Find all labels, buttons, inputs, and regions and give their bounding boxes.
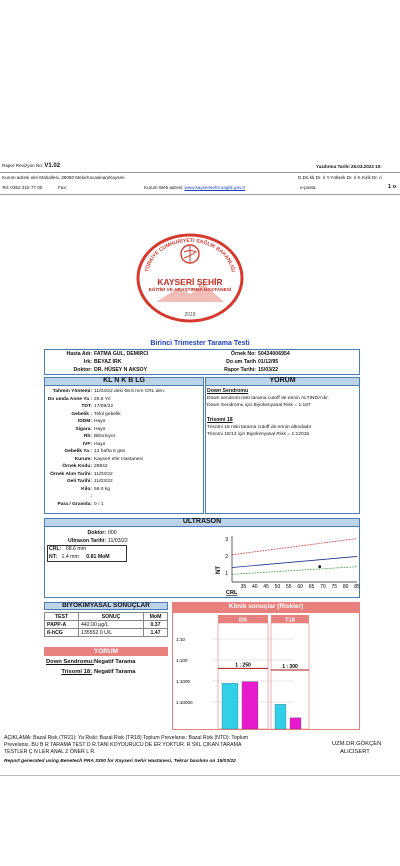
clinical-label: Kilo:: [81, 486, 92, 492]
clinical-row: [46, 426, 106, 432]
us-date-row: [46, 538, 128, 544]
clinical-label: Kurum:: [74, 456, 92, 462]
header-rule-1: [0, 172, 400, 173]
clinical-label: Rh:: [83, 434, 92, 439]
patient-race-row: [46, 359, 121, 365]
sample-no-value: 50434006954: [258, 351, 290, 357]
signature-line-2: ALICISERT: [340, 749, 370, 755]
us-date-value: 11/03/22: [108, 538, 128, 544]
logo-year: 2018: [184, 312, 196, 318]
footer-note-2: Prevelansı. BU B R TARAMA TEST D R.TANI KOYDURUCU DE ER YOKTUR. R SKL ÇIKAN TARAMA: [4, 742, 242, 748]
risk-bar: [222, 683, 238, 729]
yorum-t18-line1: Trisomi 18 riski tarama cutoff de erinin altındadır: [207, 425, 312, 430]
clinical-value: Tekil gebelik: [94, 411, 121, 417]
biochem-t18-label: Trisomi 18:: [61, 669, 92, 675]
email-label: e-posta:: [300, 185, 317, 190]
clinical-row: [46, 396, 111, 402]
biochem-result: 442.00 µg/L: [79, 621, 144, 629]
web-label: Kurum Web adresi:: [144, 185, 184, 190]
biochem-yorum-bar: YORUM: [44, 647, 168, 656]
clinical-row: [46, 441, 106, 447]
hospital-logo: [134, 232, 246, 332]
page-number: 1 o: [388, 184, 396, 190]
birth-row: [212, 359, 278, 365]
web-link[interactable]: www.kayserisehir.saglik.gov.tr: [184, 185, 246, 190]
x-tick-label: 60: [297, 584, 303, 590]
x-tick-label: 55: [286, 584, 292, 590]
y-axis-label: NT: [216, 566, 222, 574]
yorum-down-title: Down Sendromu: [207, 388, 249, 394]
logo-ring-text: TÜRKİYE CUMHURİYETİ SAĞLIK BAKANLIĞI: [144, 237, 236, 273]
clinical-label: Örnek Alım Tarihi:: [50, 471, 92, 477]
clinical-value: Hayır: [94, 419, 106, 424]
y-tick-label: 1:1000: [176, 678, 191, 684]
crl-value: 68.6 mm: [65, 546, 87, 552]
us-date-label: Ultrason Tarihi:: [68, 538, 106, 544]
clinical-row: [46, 478, 113, 484]
crl-label: CRL:: [49, 546, 62, 552]
footer-note-1: AÇIKLAMA: Bazal Risk (TR21): Ya Riski; Bazal Risk (TR18) Toplum Prevelansı; Bazal Risk (NTD): Toplum: [4, 735, 249, 741]
group-label: T18: [285, 617, 295, 624]
clinical-value: Bilinmiyor: [94, 434, 116, 439]
yorum-down-line1: Down sendrom riski tarama cutoff de erinin ALTINDA'dır.: [207, 396, 329, 401]
clinical-label: Do umda Anne Ya :: [47, 396, 92, 402]
clinical-label: :: [90, 494, 92, 499]
clinical-label: Gebelik Ya :: [64, 449, 92, 454]
clinical-value: 17/09/22: [94, 404, 114, 409]
biochem-result: 135552.0 U/L: [79, 629, 144, 637]
biochem-mom: 0.37: [144, 621, 168, 629]
risk-title-bar: Klinik sonuçlar (Riskler): [172, 602, 360, 612]
yorum-down-line2: Down Sendromu için Biyokimyasal Risk = 1:187: [207, 403, 311, 408]
logo-name-2: EĞİTİM VE ARAŞTIRMA HASTANESİ: [148, 288, 232, 293]
report-date-value: 15/03/22: [258, 367, 279, 373]
x-tick-label: 45: [263, 584, 269, 590]
x-tick-label: 85: [354, 584, 360, 590]
clinical-label: IVF:: [82, 441, 92, 447]
clinical-value: Hayır: [94, 441, 106, 447]
series-line: [232, 556, 357, 567]
y-tick-label: 1:10: [176, 636, 185, 642]
signature-line-1: UZM.DR.GÖKÇEN: [332, 741, 382, 747]
institution-ref: D.Dü kk Dr. ri Y.Yüksek Dr. ri K.Kirik Dr. ri: [298, 175, 382, 180]
y-tick-label: 2: [225, 554, 228, 561]
clinical-row: [46, 493, 94, 499]
clinical-row: [46, 433, 115, 439]
clinical-value: 28842: [94, 464, 108, 469]
sample-no-row: [212, 351, 290, 357]
patient-point: [318, 565, 321, 568]
x-tick-label: 70: [320, 584, 326, 590]
clinical-value: 0 / 1: [94, 501, 104, 507]
clinical-label: Geli Tarihi:: [66, 479, 92, 484]
clinical-label: IDDM:: [77, 419, 92, 424]
revision-value: V1.02: [44, 163, 61, 169]
web-row: [144, 185, 245, 191]
patient-name-row: [46, 351, 148, 357]
table-row: [45, 621, 168, 629]
nt-label: NT:: [49, 554, 58, 560]
top-white-band: [0, 0, 400, 150]
clinical-label: Tahmin Yöntemi:: [52, 389, 92, 394]
generated-line: Report generated using Benetech PRA 3300 for Kayseri Sehir Hastanesi, Tekrar basılımı on 15/03/22: [4, 759, 236, 764]
series-line: [232, 567, 357, 575]
risk-bar: [275, 704, 286, 729]
institution-address: Kurum adresi ekri Mahallesi, 38080 Melo/Kocasinan/Kayseri: [2, 175, 125, 180]
clinical-value: 12 hafta 6 gün: [94, 449, 126, 454]
report-date-row: [212, 367, 278, 373]
yorum-t18-title: Trisomi 18: [207, 417, 233, 423]
clinical-value: 56.0 kg: [94, 486, 111, 492]
biochem-header-row: [45, 613, 168, 621]
risk-bar: [242, 682, 258, 729]
revision-label: Rapor Revizyon No:: [2, 163, 44, 168]
patient-name-label: Hasta Adı:: [66, 351, 92, 357]
clinical-row: [46, 463, 108, 469]
crl-row: [49, 546, 86, 552]
clinical-value: 11/03/22 deki 68.6 mm CRL den.: [94, 389, 166, 394]
group-label: DS: [238, 617, 248, 624]
clinical-row: [46, 388, 165, 394]
clinical-row: [46, 456, 143, 462]
yorum-title: YORUM: [269, 377, 296, 384]
phone: Tel: 0352 315 77 00: [2, 185, 43, 190]
biochem-down-label: Down Sendromu:: [46, 659, 94, 665]
patient-doctor-row: [46, 367, 147, 373]
logo-name-1: KAYSERİ ŞEHİR: [157, 277, 223, 287]
footer-rule: [0, 775, 400, 776]
ultrason-title: ULTRASON: [182, 518, 222, 525]
footer-note-3: TESTLER Ç N LER ANAL Z ÖNER L R.: [4, 749, 96, 755]
biochem-t18-row: [46, 669, 135, 675]
sample-no-label: Örnek No:: [230, 351, 256, 357]
cutoff-label: 1 : 300: [282, 664, 298, 671]
nt-row: [49, 554, 110, 560]
birth-value: 01/12/95: [258, 359, 279, 365]
y-tick-label: 1:10000: [176, 699, 193, 705]
header-rule-2: [0, 194, 400, 195]
biochem-down-row: [46, 659, 135, 665]
report-title: Birinci Trimester Tarama Testi: [150, 340, 250, 347]
fax: Fax:: [58, 185, 67, 190]
clinical-value: 11/03/22: [94, 479, 113, 484]
biochem-down-value: Negatif Tarama: [94, 659, 136, 665]
x-tick-label: 40: [251, 584, 258, 590]
clinical-row: [46, 418, 106, 424]
biochem-header-mom: MoM: [144, 613, 168, 621]
clinical-value: 26.8 Yıl: [94, 396, 111, 402]
x-tick-label: 80: [342, 584, 349, 590]
biochem-mom: 1.47: [144, 629, 168, 637]
clinical-label: TDT:: [81, 404, 92, 409]
report-date-label: Rapor Tarihi:: [224, 367, 256, 373]
birth-label: Do um Tarih: [226, 359, 256, 365]
clinical-value: Hayır: [94, 426, 106, 432]
us-doctor-label: Doktor:: [87, 530, 106, 536]
biochem-test: PAPP-A: [45, 621, 79, 629]
revision-row: [2, 163, 60, 169]
y-tick-label: 1:100: [176, 657, 188, 663]
x-tick-label: 65: [308, 584, 315, 590]
clinical-label: Para / Gravida:: [57, 501, 92, 507]
nt-crl-chart: [212, 530, 362, 596]
x-tick-label: 35: [240, 584, 247, 590]
clinical-row: [46, 471, 113, 477]
patient-doctor-label: Doktor:: [73, 367, 92, 373]
biochem-table: [44, 612, 168, 637]
cutoff-label: 1 : 250: [235, 662, 251, 669]
y-tick-label: 1: [225, 571, 228, 578]
yorum-t18-line2: Trisomi 18/13 için Biyokimyasal Risk = 1:12015: [207, 432, 310, 437]
print-date: Yazdırma Tarihi 26.03.2022 10:: [316, 164, 382, 169]
y-tick-label: 3: [225, 537, 228, 544]
patient-race-label: Irk:: [83, 359, 92, 365]
patient-doctor-value: DR. HÜSEY N AKSOY: [94, 367, 148, 373]
clinical-label: Sigara:: [75, 426, 92, 432]
clinical-label: Örnek Kodu:: [62, 464, 92, 469]
risk-bar: [290, 718, 301, 729]
x-axis-label: CRL: [226, 590, 238, 596]
patient-name-value: FATMA GUL, DEMIRCI: [94, 351, 149, 357]
clinical-value: 11/03/22: [94, 471, 113, 477]
biochem-test: ß-hCG: [45, 629, 79, 637]
clinical-label: Gebelik :: [71, 411, 92, 417]
us-doctor-row: [46, 530, 117, 536]
risk-chart: [172, 612, 360, 730]
series-line: [232, 539, 357, 555]
biochem-t18-value: Negatif Tarama: [94, 669, 136, 675]
clinical-row: [46, 411, 121, 417]
x-tick-label: 50: [274, 584, 281, 590]
clinical-row: [46, 486, 110, 492]
us-doctor-value: 000: [108, 530, 117, 536]
patient-race-value: BEYAZ IRK: [94, 359, 122, 365]
clinical-row: [46, 403, 113, 409]
nt-value: 1.4 mm: [61, 554, 79, 560]
clinical-title: KL N K B LG: [103, 377, 145, 384]
biochem-header-test: TEST: [45, 613, 79, 621]
clinical-row: [46, 501, 104, 507]
table-row: [45, 629, 168, 637]
clinical-value: Kayseri ehir Hastanesi: [94, 456, 143, 462]
biochem-header-result: SONUÇ: [79, 613, 144, 621]
nt-mom: 0.81 MoM: [86, 554, 110, 560]
clinical-row: [46, 448, 125, 454]
x-tick-label: 75: [331, 584, 338, 590]
biochem-title: BIYOKIMYASAL SONUÇLAR: [62, 602, 150, 609]
